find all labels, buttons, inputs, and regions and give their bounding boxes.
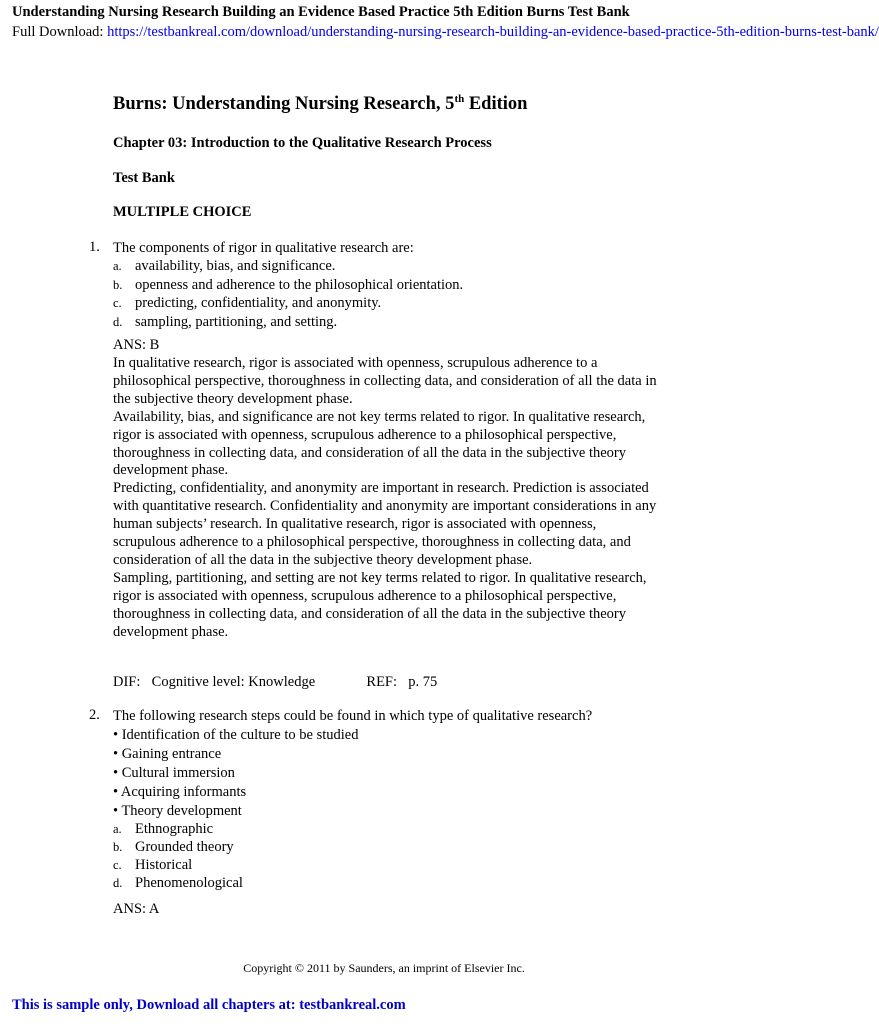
question-2-steps <box>113 726 358 821</box>
chapter-heading: Chapter 03: Introduction to the Qualitative Research Process <box>113 135 492 151</box>
rationale-paragraph: Sampling, partitioning, and setting are not key terms related to rigor. In qualitative research, rigor is associated with openness, scrupulous adherence to a philosophical perspective, thoroughness in collecting data, and consideration of all the data in the subjective theory development phase. <box>113 569 647 640</box>
question-1-meta <box>113 674 437 691</box>
option-text: availability, bias, and significance. <box>135 258 336 274</box>
title-main: Burns: Understanding Nursing Research, 5 <box>113 94 455 115</box>
sample-notice: This is sample only, Download all chapters at: testbankreal.com <box>12 997 406 1013</box>
option-letter: c. <box>113 858 122 872</box>
option-text: sampling, partitioning, and setting. <box>135 313 338 330</box>
option-a <box>113 820 243 838</box>
option-letter: a. <box>113 259 122 273</box>
question-1-number: 1. <box>89 239 100 255</box>
option-b <box>113 838 243 856</box>
option-letter: d. <box>113 876 123 890</box>
step-item: • Identification of the culture to be studied <box>113 727 359 743</box>
option-letter: d. <box>113 314 123 329</box>
option-d <box>113 874 243 892</box>
rationale-paragraph: Predicting, confidentiality, and anonymity are important in research. Prediction is associated with quantitative research. Confidentiality and anonymity are important considerations in any human subjects’ research. In qualitative research, rigor is associated with openness, scrupulous adherence to a philosophical perspective, thoroughness in collecting data, and consideration of all the data in the subjective theory development phase. <box>113 480 657 568</box>
step-item: • Acquiring informants <box>113 784 247 800</box>
question-1-rationale <box>113 355 658 642</box>
ref-label: REF: <box>366 674 398 690</box>
download-link[interactable]: https://testbankreal.com/download/understanding-nursing-research-building-an-evidence-based-practice-5th-edition-burns-test-bank/ <box>107 24 879 40</box>
option-c <box>113 294 463 313</box>
option-a <box>113 257 463 276</box>
option-text: predicting, confidentiality, and anonymity. <box>135 295 382 311</box>
option-text: Ethnographic <box>135 821 214 837</box>
document-title <box>113 93 527 115</box>
option-c <box>113 856 243 874</box>
section-heading: MULTIPLE CHOICE <box>113 204 252 220</box>
question-2-number: 2. <box>89 707 100 723</box>
question-2-text: The following research steps could be found in which type of qualitative research? <box>113 708 593 724</box>
option-text: Grounded theory <box>135 839 234 855</box>
question-1-text: The components of rigor in qualitative research are: <box>113 240 414 256</box>
question-1-answer: ANS: B <box>113 337 160 353</box>
dif-label: DIF: <box>113 674 141 690</box>
rationale-paragraph: Availability, bias, and significance are not key terms related to rigor. In qualitative research, rigor is associated with openness, scrupulous adherence to a philosophical perspective, thoroughness in collecting data, and consideration of all the data in the subjective theory development phase. <box>113 408 646 479</box>
banner-title: Understanding Nursing Research Building an Evidence Based Practice 5th Edition Burns Test Bank <box>12 4 630 20</box>
option-letter: b. <box>113 277 123 292</box>
step-item: • Cultural immersion <box>113 765 235 781</box>
test-bank-heading: Test Bank <box>113 170 175 186</box>
question-2-answer: ANS: A <box>113 901 160 917</box>
question-2-options <box>113 820 243 892</box>
download-label: Full Download: <box>12 24 108 40</box>
option-b <box>113 276 463 295</box>
dif-value: Cognitive level: Knowledge <box>151 674 316 690</box>
option-letter: a. <box>113 822 122 836</box>
option-text: openness and adherence to the philosophical orientation. <box>135 276 464 293</box>
option-letter: b. <box>113 840 123 854</box>
step-item: • Theory development <box>113 803 242 819</box>
option-d <box>113 313 463 332</box>
banner-download <box>12 24 879 41</box>
question-1-options <box>113 257 463 331</box>
rationale-paragraph: In qualitative research, rigor is associated with openness, scrupulous adherence to a philosophical perspective, thoroughness in collecting data, and consideration of all the data in the subjective theory development phase. <box>113 355 657 407</box>
step-item: • Gaining entrance <box>113 746 222 762</box>
ref-value: p. 75 <box>408 674 438 690</box>
option-letter: c. <box>113 296 122 310</box>
option-text: Historical <box>135 857 193 873</box>
title-end: Edition <box>464 94 528 115</box>
copyright-notice: Copyright © 2011 by Saunders, an imprint of Elsevier Inc. <box>243 961 525 975</box>
title-superscript: th <box>454 93 465 105</box>
option-text: Phenomenological <box>135 875 243 891</box>
